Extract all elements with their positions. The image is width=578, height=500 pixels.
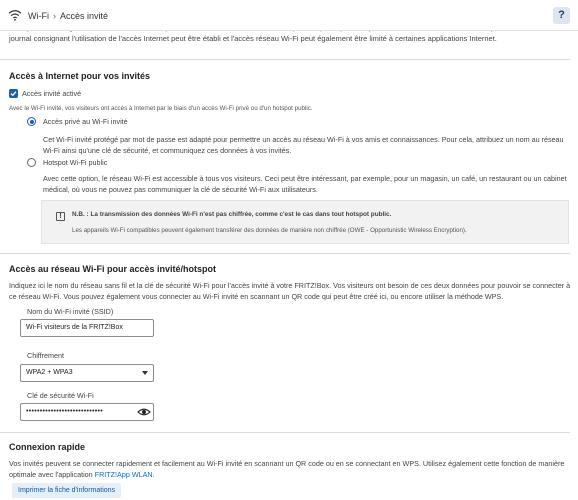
section-divider: [0, 253, 570, 254]
quick-connect-text: Vos invités peuvent se connecter rapidement et facilement au Wi-Fi invité en scannant un QR code ou en se connectant en WPS. Utilisez également cette fonction de manière optimale avec l'application: [9, 459, 565, 479]
notice-line-1: [72, 211, 391, 218]
breadcrumb-current: Accès invité: [60, 11, 109, 21]
wifi-icon: [8, 9, 22, 21]
security-key-value: ••••••••••••••••••••••••••••: [26, 408, 104, 415]
section-divider: [0, 432, 570, 433]
ssid-label: Nom du Wi-Fi invité (SSID): [27, 307, 114, 316]
encryption-value: WPA2 + WPA3: [26, 369, 73, 376]
internet-access-title: Accès à Internet pour vos invités: [9, 71, 151, 81]
private-access-radio[interactable]: [27, 117, 36, 126]
network-access-title: Accès au réseau Wi-Fi pour accès invité/hotspot: [9, 264, 216, 274]
notice-bold-text: La transmission des données Wi-Fi n'est pas chiffrée, comme c'est le cas dans tout hotspot public.: [90, 211, 392, 218]
quick-connect-desc: [9, 458, 571, 480]
quick-connect-text-end: .: [152, 470, 155, 479]
chevron-down-icon: [142, 371, 148, 375]
private-access-desc: Cet Wi-Fi invité protégé par mot de passe est adapté pour permettre un accès au réseau Wi-Fi à vos amis et connaissances. Pour cela, attribuez un nom au réseau Wi-Fi ainsi qu'une clé de sécurité, et communiquez ces données à vos invités.: [43, 135, 564, 155]
encryption-select[interactable]: [20, 364, 154, 382]
public-hotspot-radio[interactable]: [27, 158, 36, 167]
encryption-label: Chiffrement: [27, 351, 65, 360]
quick-connect-title: Connexion rapide: [9, 442, 86, 452]
encryption-notice: [41, 200, 569, 244]
breadcrumb: [28, 11, 108, 21]
security-key-label: Clé de sécurité Wi-Fi: [27, 391, 94, 400]
print-info-sheet-button[interactable]: Imprimer la fiche d'informations: [12, 483, 121, 498]
check-icon: [9, 89, 18, 98]
notice-prefix: N.B. :: [72, 211, 91, 218]
fritzapp-link[interactable]: FRITZ!App WLAN: [94, 470, 153, 479]
intro-text: journal consignant l'utilisation de l'accès Internet peut être établi et l'accès réseau Wi-Fi peut également être limité à certaines applications Internet.: [9, 34, 497, 43]
section-divider: [0, 59, 570, 60]
public-hotspot-label[interactable]: Hotspot Wi-Fi public: [43, 158, 108, 167]
public-hotspot-desc: Avec cette option, le réseau Wi-Fi est accessible à tous vos visiteurs. Ceci peut être intéressant, par exemple, pour un magasin, un café, un restaurant ou un cabinet médical, où vous ne pouvez pas communiquer la clé de sécurité Wi-Fi aux utilisateurs.: [43, 174, 567, 194]
breadcrumb-wifi[interactable]: Wi-Fi: [28, 11, 49, 21]
guest-access-label[interactable]: Accès invité activé: [22, 89, 82, 98]
notice-line-2: Les appareils Wi-Fi compatibles peuvent également transférer des données de manière non chiffrée (OWE - Opportunistic Wireless Encryption).: [72, 227, 467, 234]
breadcrumb-separator: ›: [53, 11, 56, 21]
top-bar: [0, 0, 578, 31]
private-access-label[interactable]: Accès privé au Wi-Fi invité: [43, 117, 128, 126]
eye-icon[interactable]: [136, 405, 152, 419]
guest-access-desc: Avec le Wi-Fi invité, vos visiteurs ont accès à Internet par le biais d'un accès Wi-Fi privé ou d'un hotspot public.: [9, 105, 313, 112]
guest-access-checkbox[interactable]: [9, 89, 18, 98]
help-button[interactable]: ?: [553, 7, 570, 24]
security-key-input[interactable]: [20, 403, 154, 421]
ssid-input[interactable]: Wi-Fi visiteurs de la FRITZ!Box: [20, 319, 154, 337]
network-access-desc: Indiquez ici le nom du réseau sans fil et la clé de sécurité Wi-Fi pour l'accès invité à votre FRITZ!Box. Vos visiteurs ont besoin de ces deux données pour pouvoir se connecter à ce réseau Wi-Fi. Vous pouvez également vous connecter au Wi-Fi invité en scannant un QR code qui peut être créé ici, ou encore utiliser la méthode WPS.: [9, 281, 571, 301]
info-icon: !: [56, 212, 65, 221]
